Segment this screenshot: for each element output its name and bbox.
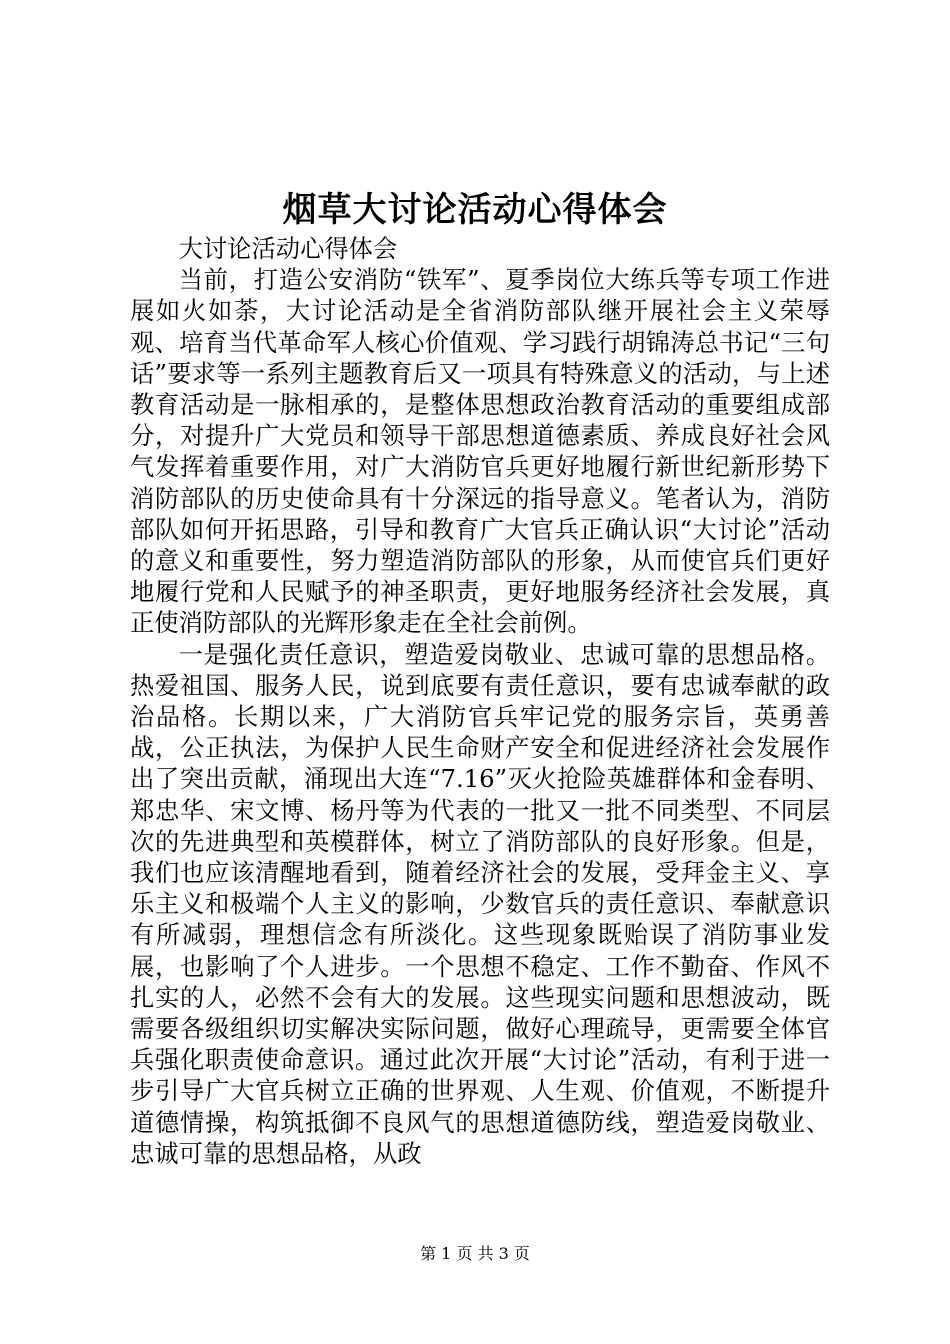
document-body — [130, 233, 830, 1169]
document-title: 烟草大讨论活动心得体会 — [282, 190, 668, 230]
body-paragraph: 当前，打造公安消防“铁军”、夏季岗位大练兵等专项工作进展如火如荼，大讨论活动是全省消防部队继开展社会主义荣辱观、培育当代革命军人核心价值观、学习践行胡锦涛总书记“三句话”要求等一系列主题教育后又一项具有特殊意义的活动，与上述教育活动是一脉相承的，是整体思想政治教育活动的重要组成部分，对提升广大党员和领导干部思想道德素质、养成良好社会风气发挥着重要作用，对广大消防官兵更好地履行新世纪新形势下消防部队的历史使命具有十分深远的指导意义。笔者认为，消防部队如何开拓思路，引导和教育广大官兵正确认识“大讨论”活动的意义和重要性，努力塑造消防部队的形象，从而使官兵们更好地履行党和人民赋予的神圣职责，更好地服务经济社会发展，真正使消防部队的光辉形象走在全社会前例。 — [130, 265, 830, 638]
body-paragraph: 一是强化责任意识，塑造爱岗敬业、忠诚可靠的思想品格。热爱祖国、服务人民，说到底要有责任意识，要有忠诚奉献的政治品格。长期以来，广大消防官兵牢记党的服务宗旨，英勇善战，公正执法，为保护人民生命财产安全和促进经济社会发展作出了突出贡献，涌现出大连“7.16”灭火抢险英雄群体和金春明、郑忠华、宋文博、杨丹等为代表的一批又一批不同类型、不同层次的先进典型和英模群体，树立了消防部队的良好形象。但是，我们也应该清醒地看到，随着经济社会的发展，受拜金主义、享乐主义和极端个人主义的影响，少数官兵的责任意识、奉献意识有所减弱，理想信念有所淡化。这些现象既贻误了消防事业发展，也影响了个人进步。一个思想不稳定、工作不勤奋、作风不扎实的人，必然不会有大的发展。这些现实问题和思想波动，既需要各级组织切实解决实际问题，做好心理疏导，更需要全体官兵强化职责使命意识。通过此次开展“大讨论”活动，有利于进一步引导广大官兵树立正确的世界观、人生观、价值观，不断提升道德情操，构筑抵御不良风气的思想道德防线，塑造爱岗敬业、忠诚可靠的思想品格，从政 — [130, 639, 830, 1168]
page-number-footer: 第 1 页 共 3 页 — [420, 1244, 530, 1263]
subtitle-paragraph: 大讨论活动心得体会 — [178, 234, 398, 263]
